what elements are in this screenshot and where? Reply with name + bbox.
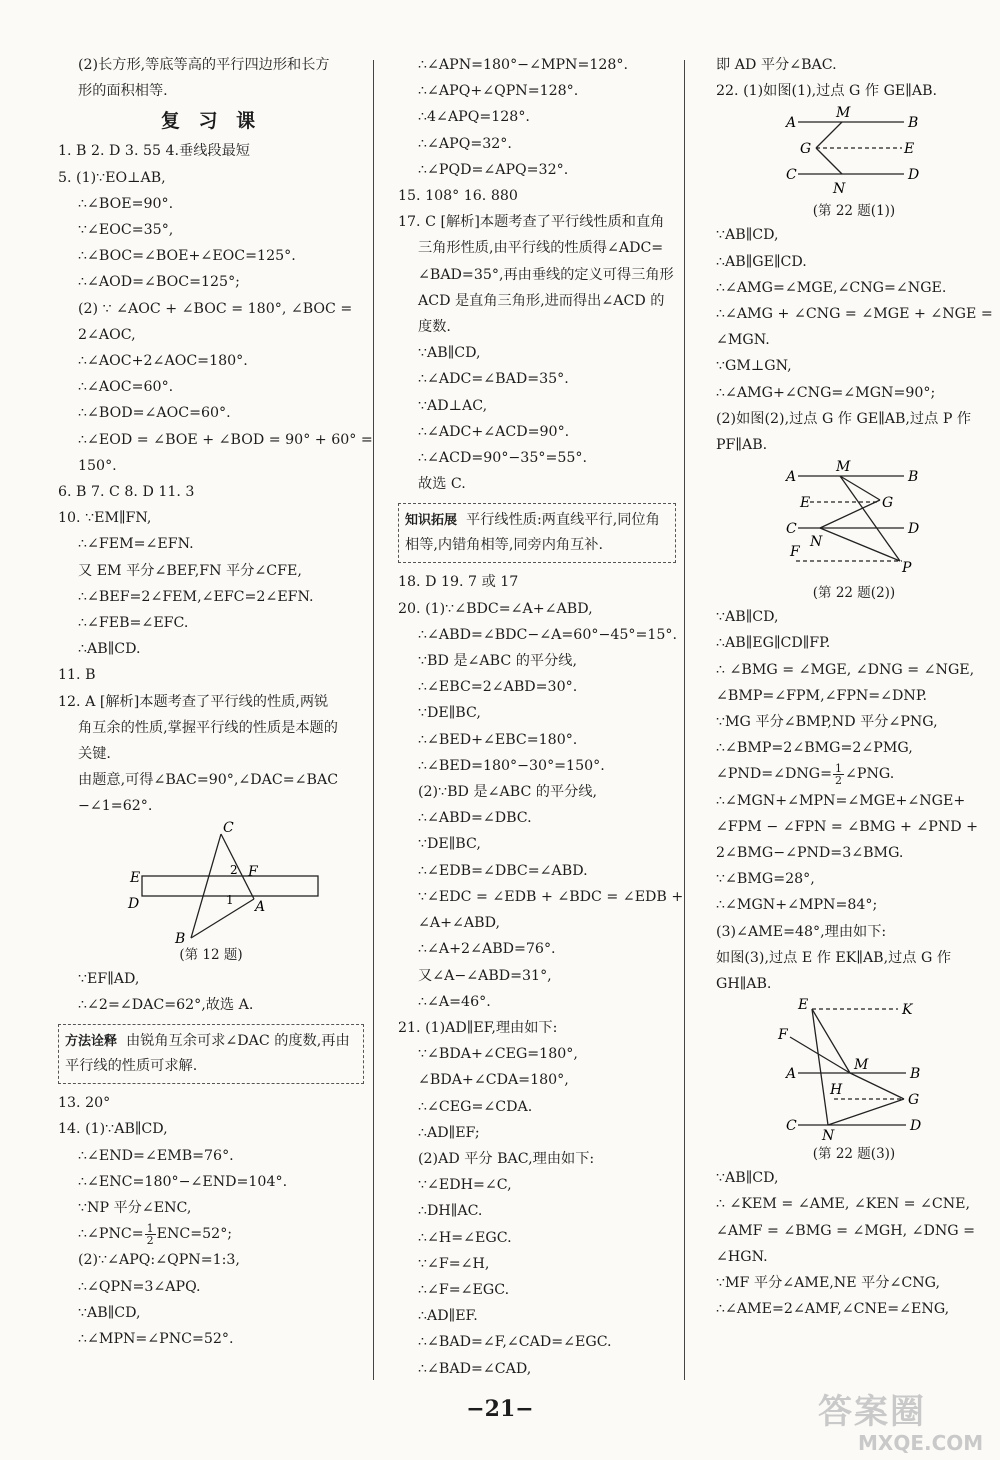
svg-text:F: F [248, 863, 258, 880]
svg-text:C: C [786, 1118, 797, 1135]
text-line: ∴∠ENC=180°−∠END=104°. [78, 1173, 288, 1190]
column-divider-1 [373, 60, 374, 1380]
text-line: ∵∠BDA+∠CEG=180°, [418, 1046, 578, 1063]
column-3 [716, 52, 992, 1323]
text-line: (2)如图(2),过点 G 作 GE∥AB,过点 P 作 [716, 410, 972, 427]
svg-text:P: P [902, 560, 912, 577]
knowledge-note-text: 平行线性质:两直线平行,同位角相等,内错角相等,同旁内角互补. [405, 512, 660, 554]
svg-text:E: E [800, 495, 811, 512]
svg-text:C: C [786, 521, 797, 538]
svg-text:G: G [882, 495, 894, 512]
text-line: ∴∠MGN+∠MPN=84°; [716, 897, 878, 914]
text-line: ∠AMF = ∠BMG = ∠MGH, ∠DNG = [716, 1222, 976, 1239]
svg-text:2: 2 [230, 862, 238, 877]
text-line: ∴∠BED=180°−30°=150°. [418, 757, 605, 774]
text-line: ∴∠BOE=90°. [78, 195, 174, 212]
svg-text:N: N [833, 181, 846, 198]
figure-22-3 [716, 997, 992, 1165]
figure-22-1 [716, 104, 992, 222]
svg-text:1: 1 [226, 892, 234, 907]
text-line: ∴∠END=∠EMB=76°. [78, 1147, 234, 1164]
figure-22-2-diagram [716, 458, 986, 582]
text-line: ∠BMP=∠FPM,∠FPN=∠DNP. [716, 687, 928, 704]
text-line: (2) ∵ ∠AOC + ∠BOC = 180°, ∠BOC = [78, 300, 353, 317]
text-line: ∴ ∠KEM = ∠AME, ∠KEN = ∠CNE, [716, 1196, 971, 1213]
text-line: 2∠AOC, [78, 326, 136, 343]
text-line: ∴∠AOD=∠BOC=125°; [78, 274, 240, 291]
figure-22-1-caption: (第 22 题(1)) [812, 203, 896, 220]
text-line: ∴∠ADC=∠BAD=35°. [418, 371, 569, 388]
answers-block-3 [58, 1090, 364, 1221]
text-line: 1. B 2. D 3. 55 4.垂线段最短 [58, 143, 250, 160]
svg-text:B: B [910, 1066, 921, 1083]
answers-block-8 [716, 222, 992, 458]
text-line: ∴∠BED+∠EBC=180°. [418, 731, 578, 748]
text-line: ∴∠QPN=3∠APQ. [78, 1278, 201, 1295]
text-line: ∴∠H=∠EGC. [418, 1229, 512, 1246]
text-line: ∵∠F=∠H, [418, 1255, 490, 1272]
text-line: ∴∠BAD=∠CAD, [418, 1360, 532, 1377]
text-line: ∵GM⊥GN, [716, 358, 792, 375]
text-line: 18. D 19. 7 或 17 [398, 574, 519, 591]
text-line: ACD 是直角三角形,进而得出∠ACD 的 [418, 292, 665, 309]
text-line: (2)∵BD 是∠ABC 的平分线, [418, 784, 598, 801]
text-line: ∴∠BOC=∠BOE+∠EOC=125°. [78, 248, 296, 265]
svg-text:A: A [786, 1066, 797, 1083]
svg-text:C: C [223, 819, 234, 836]
text-line: ∴∠AOC+2∠AOC=180°. [78, 353, 248, 370]
text-line: ∴∠MGN+∠MPN=∠MGE+∠NGE+ [716, 792, 966, 809]
text-line: ∴∠BAD=∠F,∠CAD=∠EGC. [418, 1334, 612, 1351]
text-line: ∵AB∥CD, [716, 609, 779, 626]
method-note-tag: 方法诠释 [65, 1034, 118, 1050]
text-line: ∵∠BMG=28°, [716, 871, 815, 888]
svg-text:M: M [836, 459, 851, 476]
text-line: ∴∠APQ=32°. [418, 135, 512, 152]
text-line: GH∥AB. [716, 976, 772, 993]
text-line: ∴4∠APQ=128°. [418, 109, 530, 126]
text-line: 6. B 7. C 8. D 11. 3 [58, 484, 195, 501]
answers-block-9 [716, 604, 992, 761]
svg-text:G: G [908, 1092, 920, 1109]
svg-text:N: N [822, 1128, 835, 1144]
text-line: 13. 20° [58, 1095, 111, 1112]
fraction-one-half-2: $\frac{1}{2}$ [835, 761, 843, 787]
intro [58, 52, 364, 104]
svg-text:A: A [255, 898, 266, 915]
text-line: ∴∠BEF=2∠FEM,∠EFC=2∠EFN. [78, 588, 314, 605]
text-line: ∵AB∥CD, [78, 1304, 141, 1321]
svg-text:D: D [908, 521, 920, 538]
text-line: ∠HGN. [716, 1248, 768, 1265]
column-divider-2 [684, 60, 685, 1380]
text-line: ∴∠A+2∠ABD=76°. [418, 941, 556, 958]
text-line: −∠1=62°. [78, 798, 153, 815]
text-line: ∴∠AME=2∠AMF,∠CNE=∠ENG, [716, 1301, 950, 1318]
figure-22-2 [716, 458, 992, 604]
text-line: ∴∠APQ+∠QPN=128°. [418, 83, 579, 100]
svg-text:M: M [854, 1057, 869, 1074]
text-line: ∵MF 平分∠AME,NE 平分∠CNG, [716, 1275, 940, 1292]
figure-12-diagram [58, 820, 358, 944]
text-line: ∵AB∥CD, [716, 1170, 779, 1187]
page-number: −21− [466, 1396, 534, 1422]
text-line: ∴∠F=∠EGC. [418, 1281, 510, 1298]
svg-text:F: F [778, 1027, 788, 1044]
text-line: 由题意,可得∠BAC=90°,∠DAC=∠BAC [78, 772, 339, 789]
text-line: ∠A+∠ABD, [418, 915, 500, 932]
figure-12 [58, 820, 364, 966]
text-line: 又 EM 平分∠BEF,FN 平分∠CFE, [78, 562, 302, 579]
text-line: ∴∠FEM=∠EFN. [78, 536, 194, 553]
svg-text:F: F [790, 544, 800, 561]
method-note-text: 由锐角互余可求∠DAC 的度数,再由平行线的性质可求解. [65, 1033, 350, 1075]
text-line: 关键. [78, 746, 111, 763]
text-line: ∴∠A=46°. [418, 993, 491, 1010]
text-line: ∵∠EOC=35°, [78, 222, 174, 239]
text-line: ∠BAD=35°,再由垂线的定义可得三角形 [418, 266, 674, 283]
figure-22-3-caption: (第 22 题(3)) [812, 1146, 896, 1163]
text-line: 5. (1)∵EO⊥AB, [58, 169, 166, 186]
text-line: 17. C [解析]本题考查了平行线性质和直角 [398, 214, 665, 231]
watermark-logo: 答案圈 MXQE.COM [818, 1392, 984, 1455]
text-line: ∴∠PQD=∠APQ=32°. [418, 161, 569, 178]
svg-text:D: D [128, 895, 140, 912]
svg-text:E: E [798, 997, 809, 1014]
text-line: ∵AB∥CD, [418, 345, 481, 362]
text-line: ∴∠ABD=∠BDC−∠A=60°−45°=15°. [418, 626, 678, 643]
text-line: 角互余的性质,掌握平行线的性质是本题的 [78, 719, 338, 736]
text-line: 形的面积相等. [78, 83, 168, 100]
text-line: (2)长方形,等底等高的平行四边形和长方 [78, 57, 330, 73]
text-line: ∵NP 平分∠ENC, [78, 1199, 192, 1216]
pnd-formula: ∠PND=∠DNG= $\frac{1}{2}$ ∠PNG. [716, 761, 895, 787]
answers-block-2 [58, 966, 364, 1018]
text-line: ∵DE∥BC, [418, 705, 481, 722]
text-line: ∴∠AMG+∠CNG=∠MGN=90°; [716, 384, 936, 401]
knowledge-note-tag: 知识拓展 [405, 513, 458, 529]
fraction-one-half: $\frac{1}{2}$ [146, 1221, 154, 1247]
svg-text:D: D [910, 1118, 922, 1135]
text-line: ∴AD∥EF; [418, 1124, 480, 1141]
text-line: 即 AD 平分∠BAC. [716, 57, 837, 73]
svg-text:N: N [810, 534, 823, 551]
text-line: 三角形性质,由平行线的性质得∠ADC= [418, 240, 664, 257]
text-line: ∵AD⊥AC, [418, 397, 488, 414]
answers-block-10 [716, 788, 992, 998]
text-line: 21. (1)AD∥EF,理由如下: [398, 1019, 558, 1036]
text-line: ∴∠FEB=∠EFC. [78, 615, 189, 632]
text-line: 22. (1)如图(1),过点 G 作 GE∥AB. [716, 83, 938, 100]
text-line: ∴∠2=∠DAC=62°,故选 A. [78, 996, 254, 1013]
svg-text:A: A [786, 115, 797, 132]
answers-block-7 [716, 52, 992, 104]
text-line: ∴∠AMG=∠MGE,∠CNG=∠NGE. [716, 279, 947, 296]
answers-block-6 [398, 569, 684, 1381]
text-line: 故选 C. [418, 476, 466, 493]
method-note-box [58, 1024, 364, 1084]
text-line: ∴AD∥EF. [418, 1308, 478, 1325]
text-line: ∴∠APN=180°−∠MPN=128°. [418, 57, 629, 73]
text-line: ∠FPM − ∠FPN = ∠BMG + ∠PND + [716, 818, 979, 835]
section-heading: 复 习 课 [160, 110, 262, 133]
text-line: 2∠BMG−∠PND=3∠BMG. [716, 845, 904, 862]
text-line: 15. 108° 16. 880 [398, 188, 518, 205]
answers-block-5 [398, 52, 676, 497]
text-line: ∴∠BMP=2∠BMG=2∠PMG, [716, 740, 913, 757]
text-line: ∴∠ACD=90°−35°=55°. [418, 450, 588, 467]
svg-text:A: A [786, 469, 797, 486]
text-line: ∴∠BOD=∠AOC=60°. [78, 405, 231, 422]
svg-text:H: H [830, 1082, 843, 1099]
text-line: ∴∠MPN=∠PNC=52°. [78, 1330, 234, 1347]
figure-22-1-diagram [716, 104, 986, 200]
text-line: 度数. [418, 319, 451, 336]
text-line: ∴AB∥EG∥CD∥FP. [716, 635, 831, 652]
figure-22-3-diagram [716, 997, 986, 1143]
text-line: ∵BD 是∠ABC 的平分线, [418, 653, 577, 670]
svg-text:K: K [902, 1002, 913, 1019]
text-line: 如图(3),过点 E 作 EK∥AB,过点 G 作 [716, 949, 952, 966]
text-line: ∴AB∥CD. [78, 641, 141, 658]
answers-block-1 [58, 138, 373, 819]
answers-block-11 [716, 1165, 992, 1322]
svg-text:C: C [786, 167, 797, 184]
text-line: 又∠A−∠ABD=31°, [418, 967, 552, 984]
text-line: ∵EF∥AD, [78, 970, 140, 987]
column-2 [398, 52, 684, 1382]
text-line: ∴∠ABD=∠DBC. [418, 810, 532, 827]
text-line: 12. A [解析]本题考查了平行线的性质,两锐 [58, 693, 329, 710]
pnc-formula: ∴∠PNC= $\frac{1}{2}$ ENC=52°; [78, 1221, 233, 1247]
knowledge-note-box [398, 503, 676, 563]
text-line: ∴∠EOD = ∠BOE + ∠BOD = 90° + 60° = [78, 431, 373, 448]
figure-12-caption: (第 12 题) [179, 946, 243, 963]
text-line: ∴DH∥AC. [418, 1203, 483, 1220]
text-line: ∴AB∥GE∥CD. [716, 253, 807, 270]
text-line: (3)∠AME=48°,理由如下: [716, 923, 887, 940]
text-line: ∵AB∥CD, [716, 227, 779, 244]
text-line: 20. (1)∵∠BDC=∠A+∠ABD, [398, 600, 593, 617]
figure-22-2-caption: (第 22 题(2)) [812, 585, 896, 602]
column-1 [58, 52, 373, 1352]
text-line: 150°. [78, 457, 117, 474]
svg-text:E: E [130, 869, 141, 886]
text-line: ∴∠ADC+∠ACD=90°. [418, 423, 570, 440]
text-line: ∴∠AOC=60°. [78, 379, 174, 396]
text-line: ∠BDA+∠CDA=180°, [418, 1072, 569, 1089]
text-line: ∴ ∠BMG = ∠MGE, ∠DNG = ∠NGE, [716, 661, 975, 678]
text-line: 10. ∵EM∥FN, [58, 510, 152, 527]
text-line: ∠MGN. [716, 332, 770, 349]
text-line: ∵∠EDC = ∠EDB + ∠BDC = ∠EDB + [418, 888, 684, 905]
text-line: PF∥AB. [716, 437, 768, 454]
text-line: ∵∠EDH=∠C, [418, 1177, 512, 1194]
svg-text:B: B [175, 930, 186, 944]
svg-text:G: G [800, 141, 812, 158]
svg-text:E: E [904, 141, 915, 158]
svg-text:B: B [908, 469, 919, 486]
text-line: ∴∠EBC=2∠ABD=30°. [418, 679, 578, 696]
text-line: (2)AD 平分 BAC,理由如下: [418, 1150, 595, 1167]
text-line: ∵DE∥BC, [418, 836, 481, 853]
svg-text:D: D [908, 167, 920, 184]
text-line: ∵MG 平分∠BMP,ND 平分∠PNG, [716, 714, 938, 731]
text-line: ∴∠AMG + ∠CNG = ∠MGE + ∠NGE = [716, 306, 993, 323]
text-line: ∴∠EDB=∠DBC=∠ABD. [418, 862, 588, 879]
answers-block-4 [58, 1247, 364, 1352]
text-line: 11. B [58, 667, 96, 684]
text-line: 14. (1)∵AB∥CD, [58, 1121, 168, 1138]
svg-text:B: B [908, 115, 919, 132]
text-line: (2)∵∠APQ:∠QPN=1:3, [78, 1252, 240, 1269]
svg-text:M: M [836, 105, 851, 122]
text-line: ∴∠CEG=∠CDA. [418, 1098, 533, 1115]
